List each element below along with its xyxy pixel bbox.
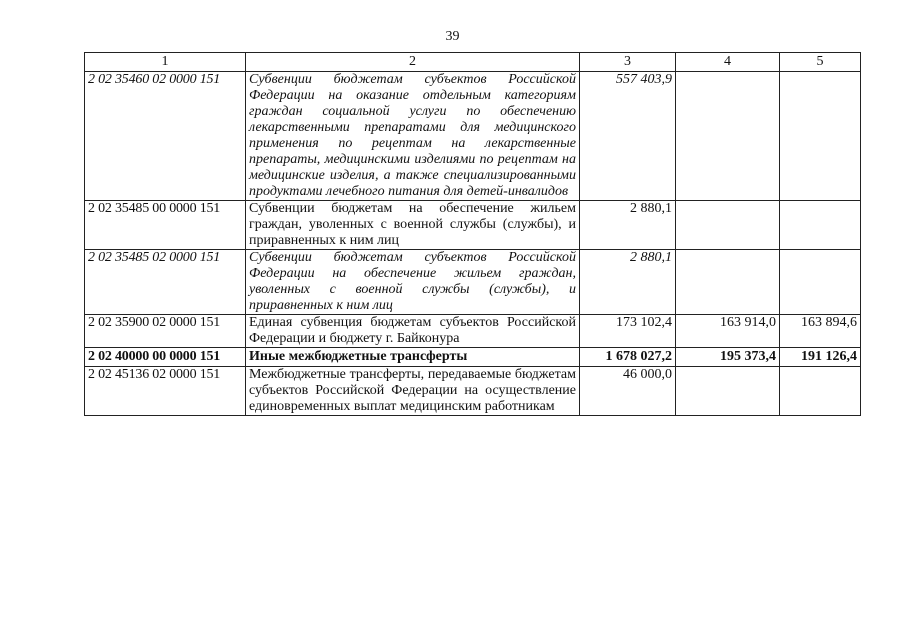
budget-code-cell: 2 02 45136 02 0000 151 (85, 367, 246, 416)
value-col3-cell: 2 880,1 (580, 201, 676, 250)
value-col3-cell: 1 678 027,2 (580, 348, 676, 367)
item-name-cell: Единая субвенция бюджетам субъектов Российской Федерации и бюджету г. Байконура (246, 315, 580, 348)
item-name-cell: Межбюджетные трансферты, передаваемые бюджетам субъектов Российской Федерации на осуществление единовременных выплат медицинским работникам (246, 367, 580, 416)
table-row (85, 367, 861, 416)
column-header-2: 2 (246, 53, 580, 72)
budget-code-cell: 2 02 35460 02 0000 151 (85, 72, 246, 201)
value-col4-cell (676, 72, 780, 201)
page-number: 39 (445, 29, 460, 44)
value-col5-cell (780, 72, 861, 201)
table-row-total (85, 348, 861, 367)
budget-table (84, 52, 861, 416)
budget-code-cell: 2 02 35485 02 0000 151 (85, 250, 246, 315)
value-col4-cell (676, 367, 780, 416)
column-header-1: 1 (85, 53, 246, 72)
value-col5-cell: 191 126,4 (780, 348, 861, 367)
value-col4-cell (676, 250, 780, 315)
budget-code-cell: 2 02 35900 02 0000 151 (85, 315, 246, 348)
column-header-5: 5 (780, 53, 861, 72)
value-col5-cell (780, 250, 861, 315)
table-row (85, 72, 861, 201)
table-row (85, 315, 861, 348)
column-number-row (85, 53, 861, 72)
value-col4-cell: 163 914,0 (676, 315, 780, 348)
table-row (85, 201, 861, 250)
value-col4-cell: 195 373,4 (676, 348, 780, 367)
value-col5-cell (780, 201, 861, 250)
column-header-4: 4 (676, 53, 780, 72)
budget-code-cell: 2 02 35485 00 0000 151 (85, 201, 246, 250)
budget-code-cell: 2 02 40000 00 0000 151 (85, 348, 246, 367)
value-col4-cell (676, 201, 780, 250)
item-name-cell: Субвенции бюджетам субъектов Российской Федерации на обеспечение жильем граждан, уволенных с военной службы (службы), и приравненных к ним лиц (246, 250, 580, 315)
value-col3-cell: 557 403,9 (580, 72, 676, 201)
value-col5-cell (780, 367, 861, 416)
item-name-cell: Иные межбюджетные трансферты (246, 348, 580, 367)
item-name-cell: Субвенции бюджетам на обеспечение жильем граждан, уволенных с военной службы (службы), и приравненных к ним лиц (246, 201, 580, 250)
item-name-cell: Субвенции бюджетам субъектов Российской Федерации на оказание отдельным категориям граждан социальной услуги по обеспечению лекарственными препаратами для медицинского применения по рецептам на лекарственные препараты, медицинскими изделиями по рецептам на медицинские изделия, а также специализированными продуктами лечебного питания для детей-инвалидов (246, 72, 580, 201)
column-header-3: 3 (580, 53, 676, 72)
value-col3-cell: 2 880,1 (580, 250, 676, 315)
table-row (85, 250, 861, 315)
value-col3-cell: 46 000,0 (580, 367, 676, 416)
value-col5-cell: 163 894,6 (780, 315, 861, 348)
value-col3-cell: 173 102,4 (580, 315, 676, 348)
